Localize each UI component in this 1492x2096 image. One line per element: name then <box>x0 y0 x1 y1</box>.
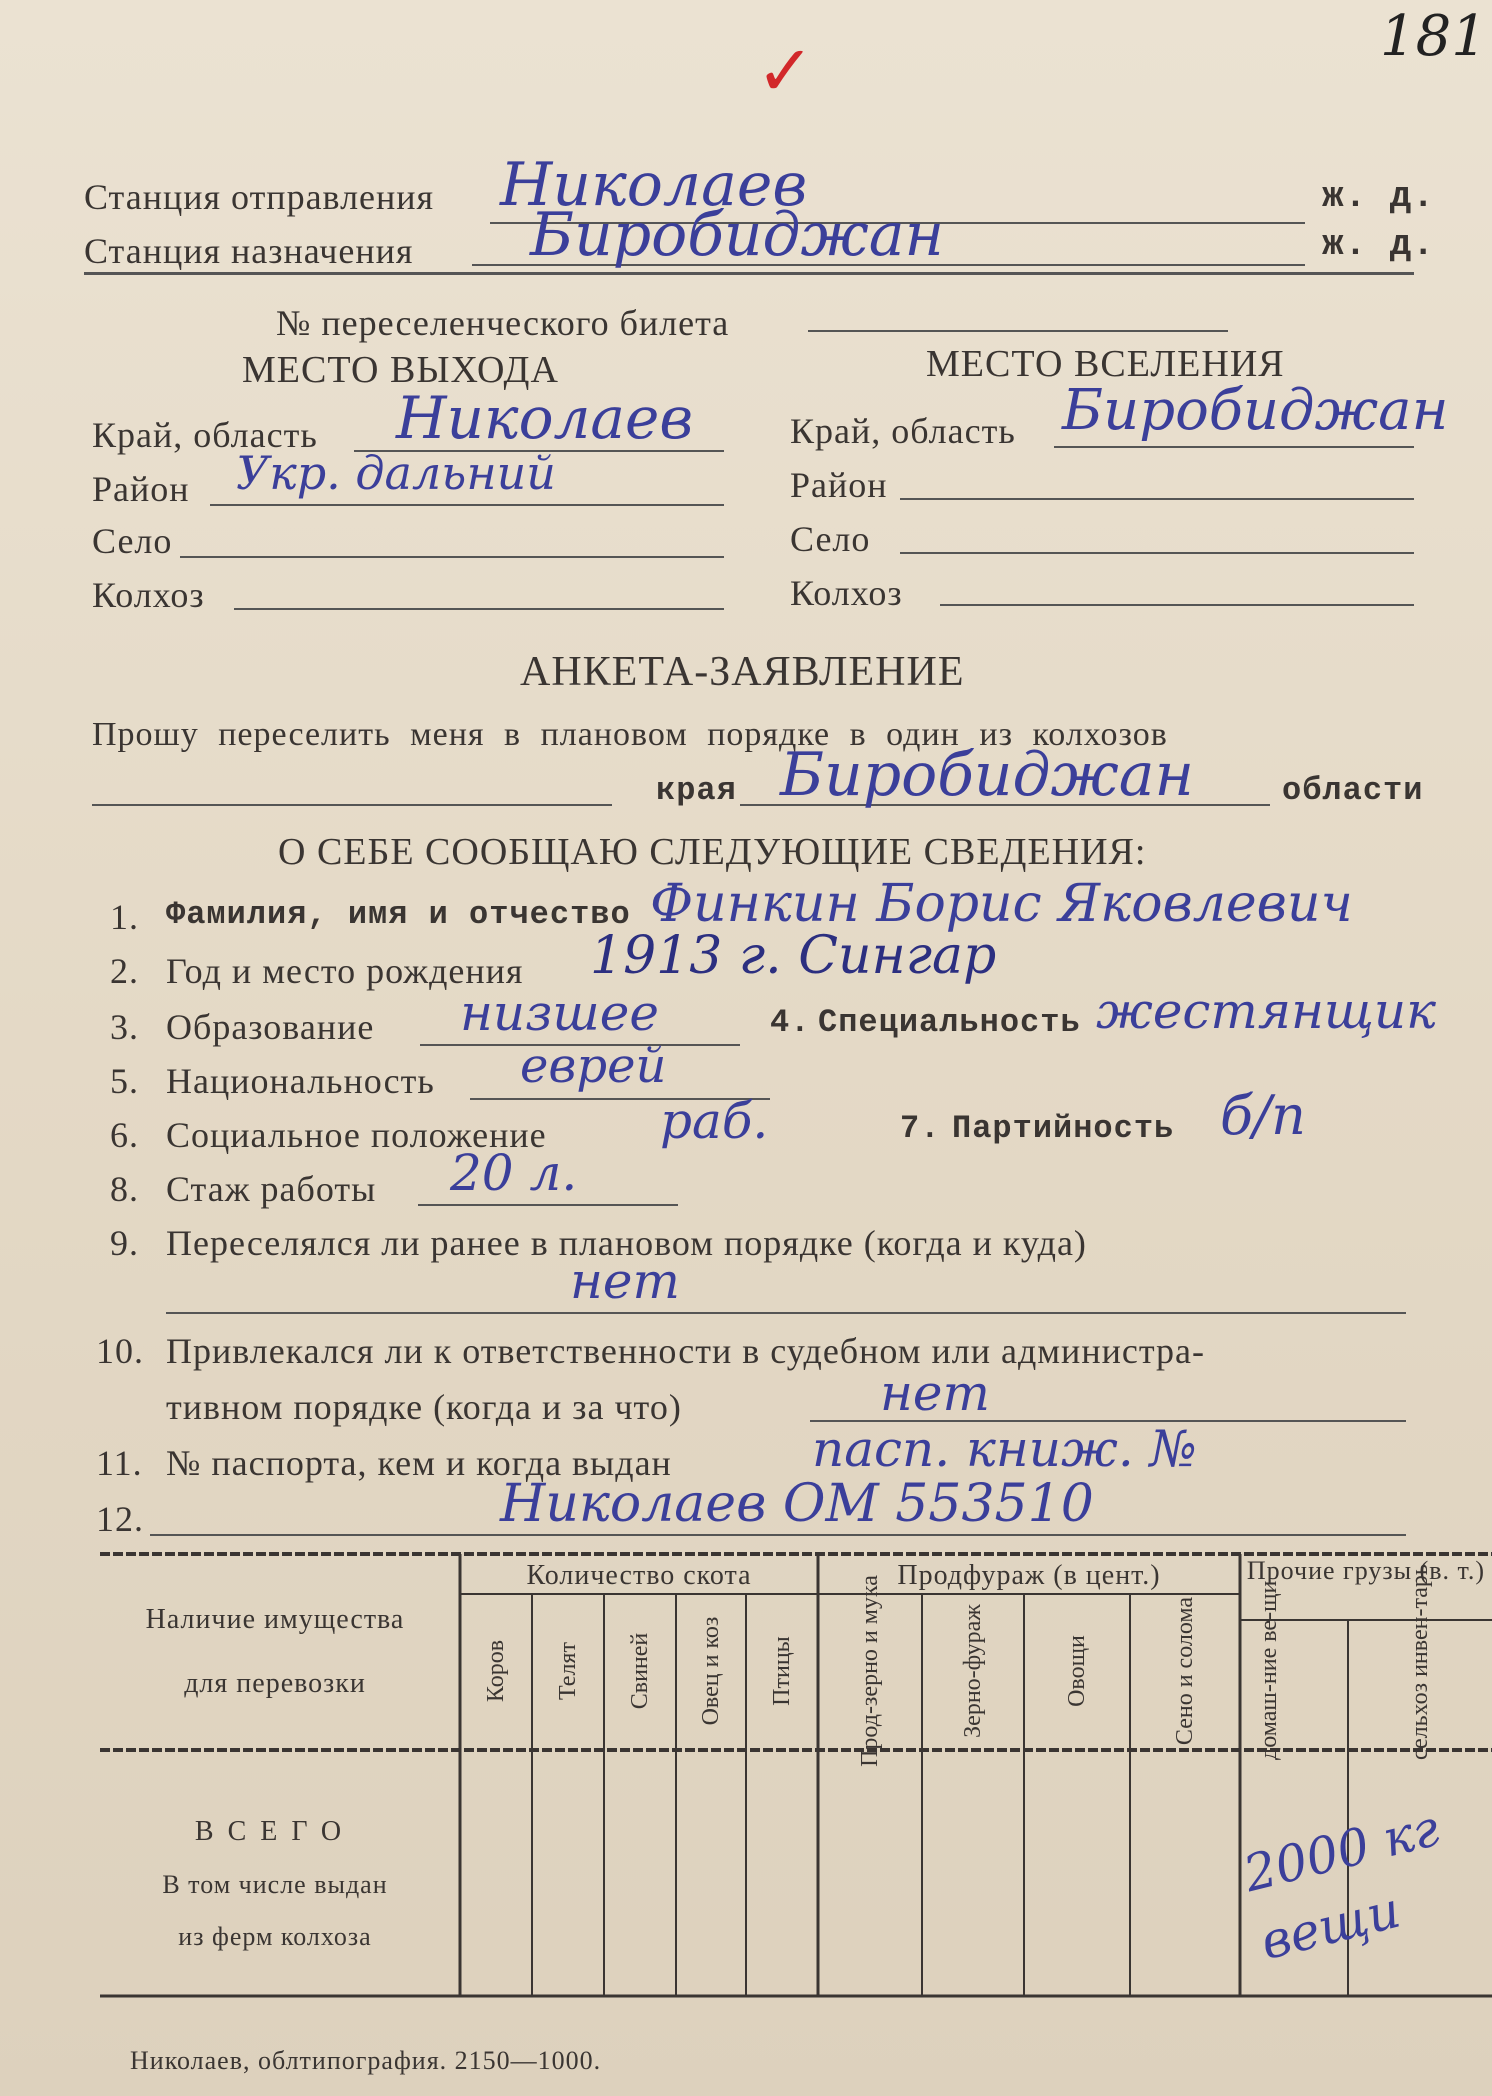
destination-value: Биробиджан <box>530 200 945 270</box>
request-oblast: области <box>1282 772 1424 809</box>
exit-village-label: Село <box>92 521 173 561</box>
q10-num: 10. <box>96 1331 144 1371</box>
settle-region-label: Край, область <box>790 411 1016 451</box>
col-sheep-goats: Овец и коз <box>698 1616 724 1726</box>
q3-label: Образование <box>166 1007 375 1047</box>
departure-value: Николаев <box>500 150 808 220</box>
q3-value: низшее <box>460 984 659 1042</box>
q11-value: пасп. книж. № <box>812 1420 1197 1478</box>
q10-label: Привлекался ли к ответственности в судебном или администра- <box>166 1331 1205 1371</box>
q5-num: 5. <box>110 1061 139 1101</box>
destination-label: Станция назначения <box>84 231 414 271</box>
rail-suffix-1: ж. д. <box>1322 176 1436 217</box>
exit-kolkhoz-label: Колхоз <box>92 575 205 615</box>
col-calves: Телят <box>555 1642 581 1700</box>
col-farm-tools: сельхоз инвен-тарь <box>1407 1564 1433 1760</box>
q2-value: 1913 г. Сингар <box>590 926 997 986</box>
q10-label-2: тивном порядке (когда и за что) <box>166 1387 682 1427</box>
q8-value: 20 л. <box>450 1144 578 1202</box>
q1-num: 1. <box>110 897 139 937</box>
q11-label: № паспорта, кем и когда выдан <box>166 1443 672 1483</box>
about-heading: О СЕБЕ СООБЩАЮ СЛЕДУЮЩИЕ СВЕДЕНИЯ: <box>278 831 1147 873</box>
q10-value: нет <box>880 1364 990 1422</box>
ticket-label: № переселенческого билета <box>276 303 730 343</box>
q12-num: 12. <box>96 1499 144 1539</box>
other-cargo-value: 2000 кг вещи <box>1238 1798 1445 1972</box>
exit-heading: МЕСТО ВЫХОДА <box>242 349 559 391</box>
archive-number: 181 <box>1380 4 1487 69</box>
row-label-1: Наличие имущества <box>145 1604 405 1635</box>
settle-heading: МЕСТО ВСЕЛЕНИЯ <box>926 343 1285 385</box>
exit-district-value: Укр. дальний <box>236 446 556 500</box>
q11-num: 11. <box>96 1443 143 1483</box>
q9-num: 9. <box>110 1223 139 1263</box>
q12-value: Николаев ОМ 553510 <box>500 1474 1094 1534</box>
settle-kolkhoz-label: Колхоз <box>790 573 903 613</box>
col-pigs: Свиней <box>627 1632 653 1710</box>
group-livestock: Количество скота <box>526 1560 752 1591</box>
exit-region-value: Николаев <box>396 384 694 452</box>
q8-label: Стаж работы <box>166 1169 377 1209</box>
q6-value: раб. <box>660 1092 769 1150</box>
q6-label: Социальное положение <box>166 1115 547 1155</box>
request-line-1: Прошу переселить меня в плановом порядке в один из колхозов <box>92 716 1168 753</box>
col-vegetables: Овощи <box>1064 1635 1090 1707</box>
rail-suffix-2: ж. д. <box>1322 224 1436 265</box>
q7-label: Партийность <box>952 1110 1175 1147</box>
col-grain-flour: Прод-зерно и мука <box>857 1575 883 1767</box>
q7-value: б/п <box>1220 1084 1306 1147</box>
form-title: АНКЕТА-ЗАЯВЛЕНИЕ <box>520 649 965 695</box>
col-poultry: Птицы <box>769 1636 795 1706</box>
q4-value: жестянщик <box>1096 982 1436 1040</box>
q2-num: 2. <box>110 951 139 991</box>
settle-region-value: Биробиджан <box>1062 378 1449 443</box>
q1-label: Фамилия, имя и отчество <box>166 896 631 933</box>
q3-num: 3. <box>110 1007 139 1047</box>
settle-district-label: Район <box>790 465 888 505</box>
col-household: домаш-ние ве-щи <box>1256 1580 1282 1760</box>
col-fodder-grain: Зерно-фураж <box>960 1604 986 1738</box>
q9-label: Переселялся ли ранее в плановом порядке (когда и куда) <box>166 1223 1087 1263</box>
col-cows: Коров <box>483 1639 509 1703</box>
exit-region-label: Край, область <box>92 415 318 455</box>
farms-line-2: из ферм колхоза <box>178 1922 372 1951</box>
q5-value: еврей <box>520 1038 667 1094</box>
q4-label: Специальность <box>818 1004 1081 1041</box>
group-fodder: Продфураж (в цент.) <box>897 1560 1161 1591</box>
request-value: Биробиджан <box>780 740 1195 810</box>
departure-label: Станция отправления <box>84 177 435 217</box>
q5-label: Национальность <box>166 1061 435 1101</box>
q9-value: нет <box>570 1252 680 1310</box>
check-mark: ✓ <box>756 30 815 112</box>
farms-line-1: В том числе выдан <box>162 1870 388 1899</box>
col-hay-straw: Сено и солома <box>1172 1596 1198 1746</box>
exit-district-label: Район <box>92 469 190 509</box>
q2-label: Год и место рождения <box>166 951 524 991</box>
q8-num: 8. <box>110 1169 139 1209</box>
settle-village-label: Село <box>790 519 871 559</box>
printer-footer: Николаев, облтипография. 2150—1000. <box>130 2046 602 2075</box>
group-other: Прочие грузы (в. т.) <box>1246 1556 1486 1585</box>
q1-value: Финкин Борис Яковлевич <box>650 874 1353 934</box>
q6-num: 6. <box>110 1115 139 1155</box>
q4-num: 4. <box>770 1004 811 1041</box>
row-label-2: для перевозки <box>184 1668 366 1699</box>
request-kray: края <box>656 772 737 809</box>
q7-num: 7. <box>900 1110 941 1147</box>
total-label: ВСЕГО <box>194 1816 356 1847</box>
